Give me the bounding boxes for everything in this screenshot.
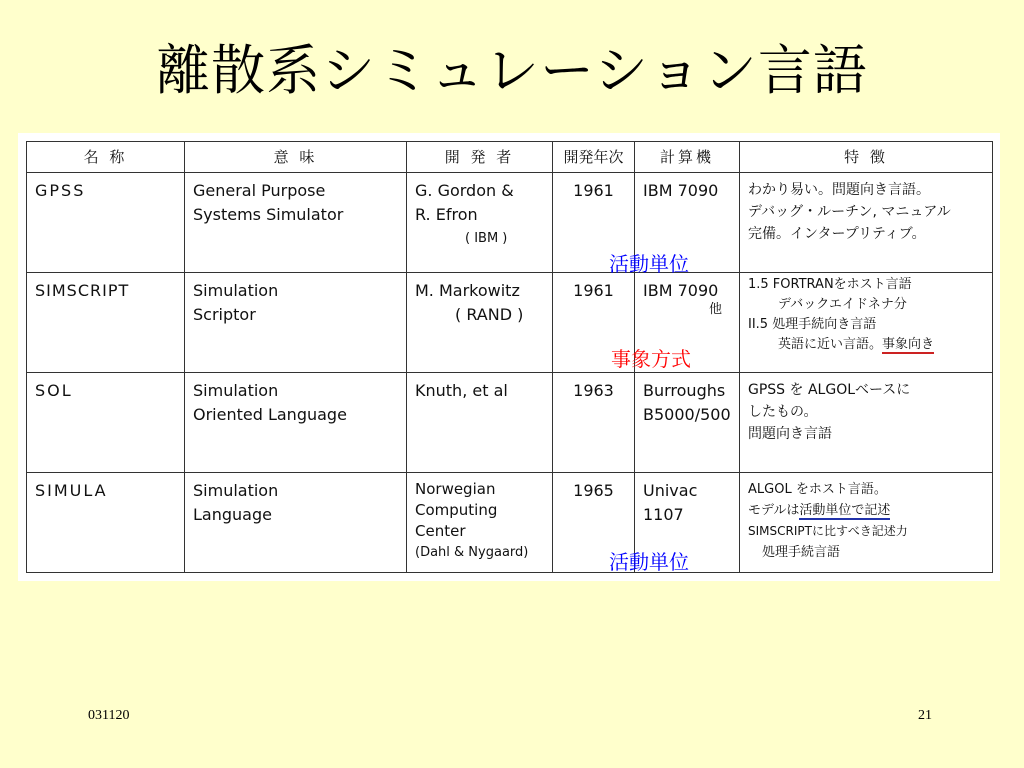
cell-features: [740, 373, 993, 473]
features-line: [748, 335, 984, 355]
meaning-line: Simulation: [193, 381, 279, 400]
header-meaning: 意 味: [185, 142, 407, 173]
cell-developer: [407, 273, 553, 373]
features-marked: 事象向き: [882, 337, 935, 352]
features-line: 問題向き言語: [748, 426, 832, 442]
computer-line: Univac: [643, 481, 698, 500]
developer-line: ( IBM ): [465, 231, 508, 246]
features-line: ALGOL をホスト言語。: [748, 482, 887, 497]
developer-line: M. Markowitz: [415, 281, 520, 300]
meaning-line: Systems Simulator: [193, 205, 344, 224]
footer-date: 031120: [88, 708, 130, 723]
meaning-line: Simulation: [193, 481, 279, 500]
cell-year: 1963: [553, 373, 635, 473]
features-line: デバッグ・ルーチン, マニュアル: [748, 204, 951, 220]
cell-developer: [407, 373, 553, 473]
cell-developer: [407, 473, 553, 573]
meaning-line: Language: [193, 505, 272, 524]
table-row: [27, 373, 993, 473]
developer-line: G. Gordon &: [415, 181, 514, 200]
developer-line: Norwegian: [415, 480, 496, 498]
cell-features: [740, 473, 993, 573]
table-row: [27, 273, 993, 373]
cell-features: [740, 173, 993, 273]
cell-year: 1961: [553, 273, 635, 373]
annotation-activity-unit-simula: 活動単位: [609, 550, 689, 574]
developer-line: (Dahl & Nygaard): [415, 545, 529, 560]
language-comparison-table: [26, 141, 993, 573]
meaning-line: Oriented Language: [193, 405, 347, 424]
developer-line: Computing: [415, 501, 498, 519]
features-marked: 活動単位で記述: [799, 503, 891, 518]
table-header-row: [27, 142, 993, 173]
meaning-line: General Purpose: [193, 181, 326, 200]
features-line: したもの。: [748, 404, 818, 420]
features-line: [748, 500, 984, 521]
scanned-table: [18, 133, 1000, 581]
header-features: 特 徴: [740, 142, 993, 173]
computer-line: B5000/500: [643, 405, 731, 424]
features-line: 1.5 FORTRANをホスト言語: [748, 277, 912, 292]
developer-line: Knuth, et al: [415, 381, 508, 400]
cell-name: SOL: [27, 373, 185, 473]
computer-line: IBM 7090: [643, 181, 719, 200]
table-row: [27, 173, 993, 273]
meaning-line: Scriptor: [193, 305, 256, 324]
cell-name: GPSS: [27, 173, 185, 273]
features-line: II.5 処理手続向き言語: [748, 317, 877, 332]
features-line: GPSS を ALGOLベースに: [748, 382, 911, 398]
cell-name: SIMULA: [27, 473, 185, 573]
slide-title: 離散系シミュレーション言語: [156, 39, 868, 102]
computer-line: IBM 7090: [643, 281, 719, 300]
meaning-line: Simulation: [193, 281, 279, 300]
page-number: 21: [918, 708, 932, 723]
cell-developer: [407, 173, 553, 273]
cell-features: [740, 273, 993, 373]
header-name: 名 称: [27, 142, 185, 173]
cell-computer: [635, 373, 740, 473]
features-line: デバックエイドネナ分: [778, 297, 907, 312]
annotation-event-method: 事象方式: [611, 347, 691, 371]
features-text: モデルは: [748, 503, 800, 518]
computer-line: 他: [709, 302, 723, 317]
developer-line: ( RAND ): [455, 305, 524, 324]
header-developer: 開 発 者: [407, 142, 553, 173]
cell-name: SIMSCRIPT: [27, 273, 185, 373]
developer-line: Center: [415, 522, 466, 540]
cell-year: 1965: [553, 473, 635, 573]
features-text: 英語に近い言語。: [778, 337, 883, 352]
features-line: SIMSCRIPTに比すべき記述力: [748, 524, 908, 538]
annotation-activity-unit-gpss: 活動単位: [609, 252, 689, 276]
developer-line: R. Efron: [415, 205, 478, 224]
computer-line: 1107: [643, 505, 684, 524]
table-row: [27, 473, 993, 573]
features-line: 完備。インタープリティブ。: [748, 226, 926, 242]
header-year: 開発年次: [553, 142, 635, 173]
features-line: 処理手続言語: [762, 545, 841, 560]
features-line: わかり易い。問題向き言語。: [748, 182, 930, 198]
cell-meaning: [185, 273, 407, 373]
cell-year: 1961: [553, 173, 635, 273]
cell-meaning: [185, 373, 407, 473]
cell-meaning: [185, 173, 407, 273]
cell-meaning: [185, 473, 407, 573]
computer-line: Burroughs: [643, 381, 726, 400]
header-computer: 計算機: [635, 142, 740, 173]
